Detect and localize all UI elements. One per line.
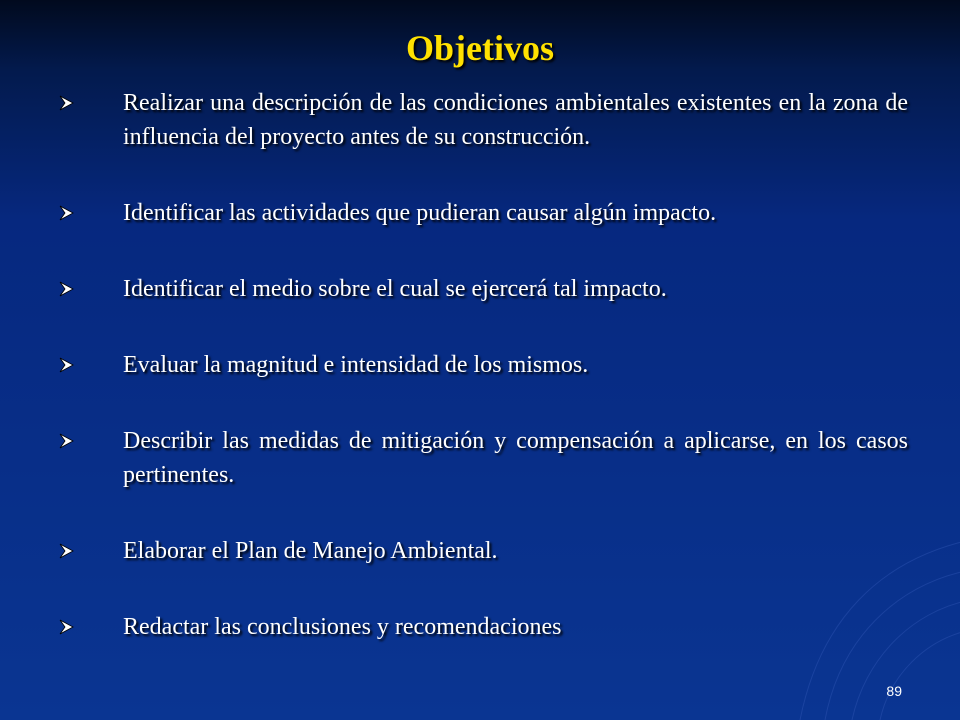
slide-title: Objetivos bbox=[406, 28, 554, 68]
arrowhead-icon bbox=[58, 619, 74, 635]
arrowhead-icon bbox=[58, 543, 74, 559]
list-item-text: Describir las medidas de mitigación y compensación a aplicarse, en los casos pertinentes. bbox=[123, 428, 908, 488]
arrowhead-icon bbox=[58, 95, 74, 111]
arrowhead-icon bbox=[58, 205, 74, 221]
list-item bbox=[58, 424, 908, 492]
list-item bbox=[58, 196, 908, 230]
page-number: 89 bbox=[886, 683, 902, 699]
list-item-text: Realizar una descripción de las condiciones ambientales existentes en la zona de influencia del proyecto antes de su construcción. bbox=[123, 90, 908, 150]
objectives-list bbox=[58, 86, 908, 644]
arrowhead-icon bbox=[58, 433, 74, 449]
list-item-text: Redactar las conclusiones y recomendaciones bbox=[123, 614, 562, 640]
list-item-text: Evaluar la magnitud e intensidad de los mismos. bbox=[123, 352, 589, 378]
list-item bbox=[58, 534, 908, 568]
arrowhead-icon bbox=[58, 357, 74, 373]
list-item-text: Identificar el medio sobre el cual se ejercerá tal impacto. bbox=[123, 276, 667, 302]
arrowhead-icon bbox=[58, 281, 74, 297]
list-item bbox=[58, 272, 908, 306]
list-item-text: Identificar las actividades que pudieran causar algún impacto. bbox=[123, 200, 717, 226]
list-item bbox=[58, 610, 908, 644]
list-item-text: Elaborar el Plan de Manejo Ambiental. bbox=[123, 538, 498, 564]
list-item bbox=[58, 348, 908, 382]
list-item bbox=[58, 86, 908, 154]
